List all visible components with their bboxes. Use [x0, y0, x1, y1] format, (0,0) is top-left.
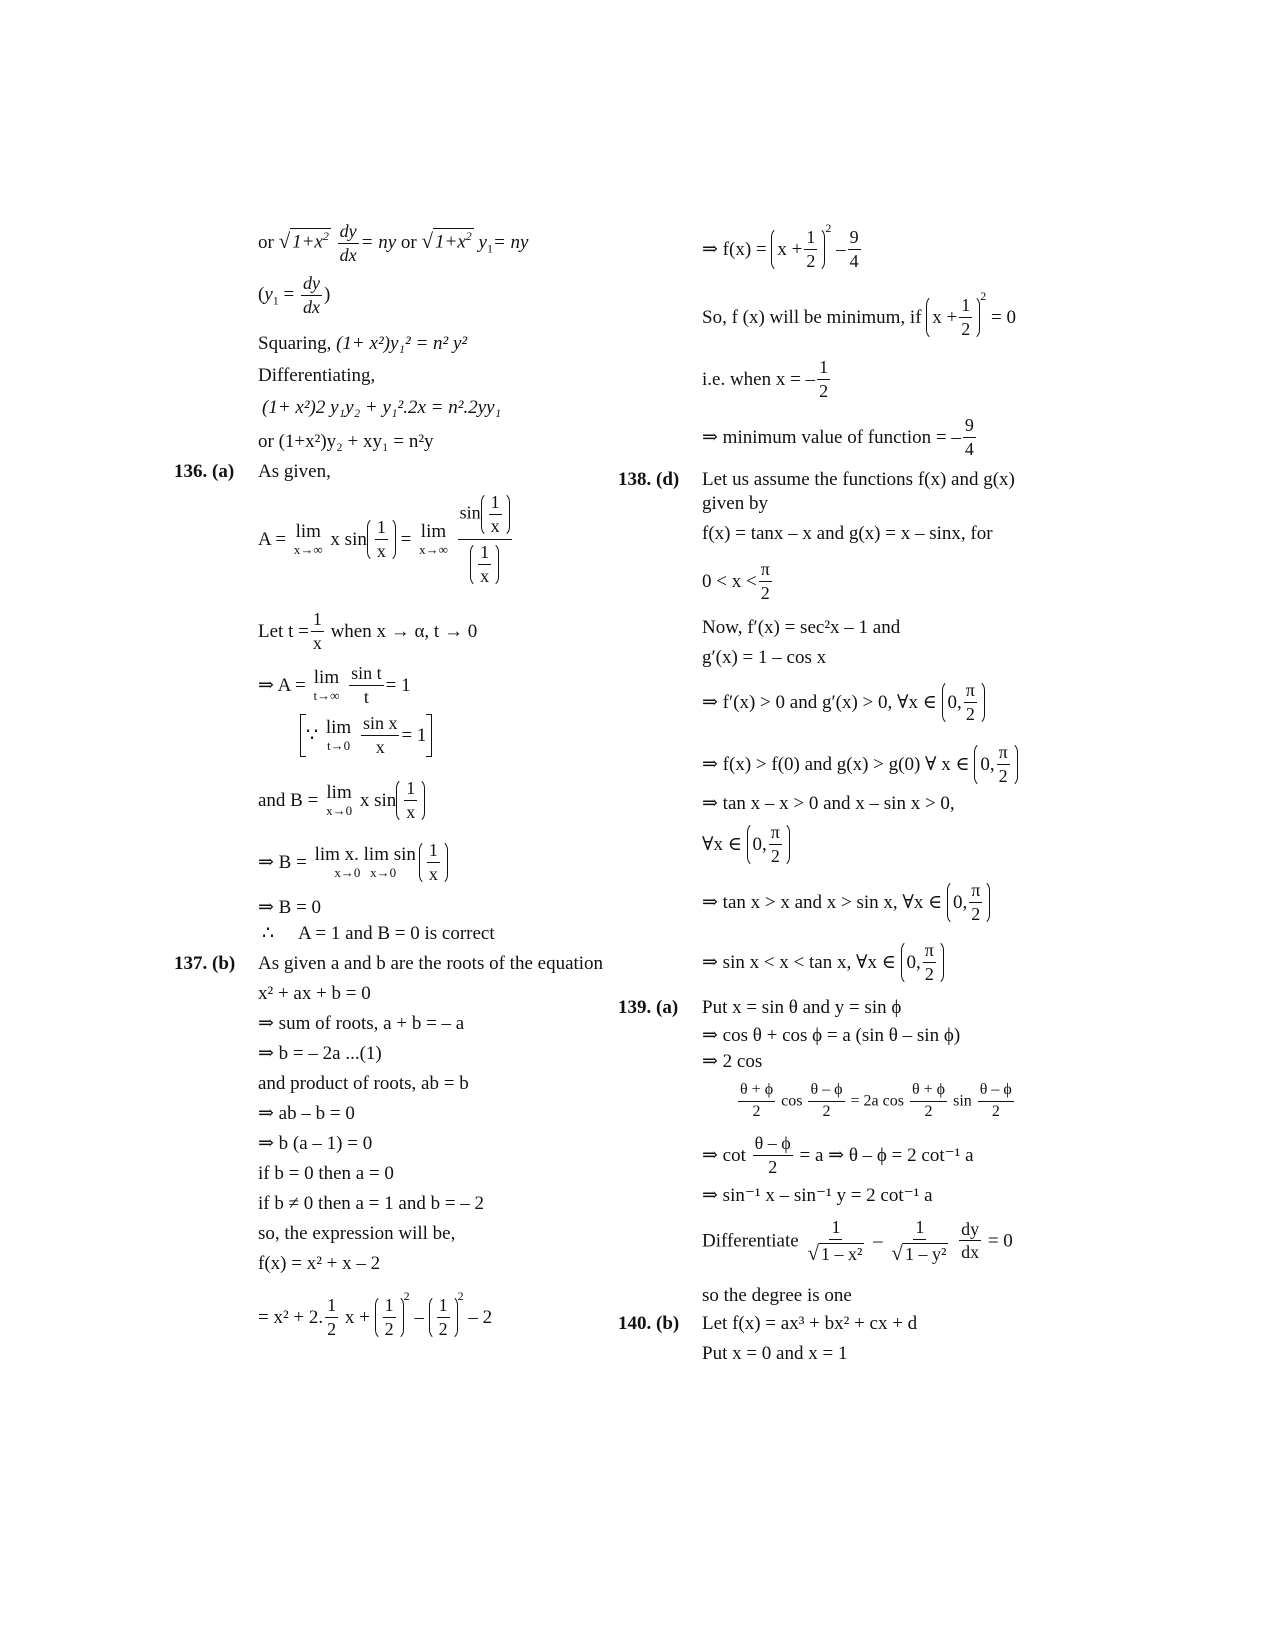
question-139-text: Put x = sin θ and y = sin ϕ — [702, 997, 902, 1018]
text: i.e. when x = – — [702, 368, 816, 390]
cos: cos — [781, 1092, 803, 1110]
square: 2 — [980, 289, 987, 303]
text: ∀x ∈ — [702, 833, 742, 855]
den: x — [490, 515, 500, 536]
frac-num: dy — [301, 274, 322, 296]
label: Squaring, — [258, 333, 332, 354]
x-plus: x + — [932, 307, 958, 329]
diff-equation: (1+ x²)2 y₁y₂ + y₁².2x = n².2yy₁ — [262, 397, 502, 418]
and-B: and B = — [258, 789, 319, 811]
frac-den: dx — [302, 296, 320, 317]
text-or-2: or — [400, 231, 417, 253]
question-138-text: Let us assume the functions f(x) and g(x) — [702, 469, 1015, 490]
num: 1 — [913, 1218, 926, 1240]
den: 2 — [806, 251, 816, 272]
result-line: or (1+x²)y₂ + xy₁ = n²y — [258, 431, 434, 452]
den: 2 — [991, 1102, 1000, 1120]
question-136-text: As given, — [258, 461, 331, 482]
forall-interval — [702, 822, 790, 867]
part-a: = x² + 2. — [258, 1307, 324, 1329]
cos-sum: ⇒ cos θ + cos ϕ = a (sin θ – sin ϕ) — [702, 1025, 961, 1046]
squaring-line — [258, 334, 467, 353]
frac-num: dy — [338, 222, 359, 244]
lim: lim — [295, 521, 321, 543]
den: 2 — [768, 1156, 778, 1177]
lim-sub: x→∞ — [293, 542, 323, 558]
num: θ + ϕ — [738, 1082, 775, 1102]
num: 1 — [383, 1296, 396, 1318]
text: ⇒ f(x) > f(0) and g(x) > g(0) ∀ x ∈ — [702, 753, 970, 775]
paren: ( — [258, 283, 265, 305]
num: 1 — [817, 358, 830, 380]
f-prime: Now, f′(x) = sec²x – 1 and — [702, 617, 901, 638]
when: when x → α, t → 0 — [330, 620, 478, 642]
den: x — [428, 863, 438, 884]
text: ⇒ minimum value of function = – — [702, 426, 961, 448]
text: ⇒ sin x < x < tan x, ∀x ∈ — [702, 951, 896, 973]
arrow-A: ⇒ A = — [258, 674, 306, 696]
let-t-line — [258, 610, 477, 653]
den: 2 — [760, 582, 770, 603]
lim: lim — [326, 782, 352, 804]
eq-line-2: ($y_1$ = $\frac{dy}{dx}$ ) — [258, 273, 331, 317]
den: x — [480, 565, 490, 586]
arrow-B: ⇒ B = — [258, 851, 307, 873]
lim-sub: x→0 — [326, 803, 353, 819]
step-5: ⇒ b (a – 1) = 0 — [258, 1133, 373, 1154]
equals: = — [400, 528, 412, 550]
question-136-number: 136. (a) — [174, 461, 235, 482]
num: π — [969, 881, 982, 903]
num: θ + ϕ — [910, 1082, 947, 1102]
derivatives-positive — [702, 680, 985, 725]
eq-2a-cos: = 2a cos — [850, 1092, 904, 1110]
put-x-line: Put x = 0 and x = 1 — [702, 1343, 848, 1364]
num: 1 — [325, 1296, 338, 1318]
fx: ⇒ f(x) = — [702, 239, 767, 261]
num: dy — [959, 1220, 981, 1242]
text: 0 < x < — [702, 570, 757, 592]
den: 4 — [849, 251, 859, 272]
frac-den: dx — [339, 244, 357, 265]
sum-to-product — [736, 1082, 1016, 1121]
num: 1 — [804, 228, 817, 250]
question-137-number: 137. (b) — [174, 953, 236, 974]
lim-sub-2: x→0 — [370, 865, 397, 881]
num: 1 — [311, 610, 324, 632]
num: θ – ϕ — [753, 1134, 793, 1156]
lim: lim — [313, 667, 340, 689]
step-4: ⇒ ab – b = 0 — [258, 1103, 355, 1124]
final-inequality — [702, 940, 944, 985]
num: 1 — [427, 841, 440, 863]
question-137-text: As given a and b are the roots of the equation — [258, 953, 604, 974]
differentiating-label: Differentiating, — [258, 365, 376, 386]
step-8: so, the expression will be, — [258, 1223, 456, 1244]
equals: = — [283, 283, 295, 305]
num: 9 — [963, 416, 976, 438]
xsin: x sin — [330, 528, 367, 550]
conclusion-136: A = 1 and B = 0 is correct — [298, 923, 495, 944]
text: Differentiate — [702, 1230, 799, 1252]
step-1: ⇒ sum of roots, a + b = – a — [258, 1013, 465, 1034]
eq-one: = 1 — [385, 674, 411, 696]
den: x — [312, 632, 322, 653]
den: 2 — [971, 903, 981, 924]
text: So, f (x) will be minimum, if — [702, 307, 922, 329]
two-cos: ⇒ 2 cos — [702, 1051, 763, 1072]
completing-square — [258, 1290, 492, 1340]
den: 2 — [961, 319, 971, 340]
y1: y — [478, 231, 487, 253]
cot-line — [702, 1134, 974, 1177]
when-x — [702, 358, 832, 401]
num: π — [923, 941, 936, 963]
text: ⇒ tan x > x and x > sin x, ∀x ∈ — [702, 891, 943, 913]
differentiate-line: Differentiate $\frac{1}{\text{√ 1 – x²}}$ – $\frac{1}{\text{√ 1 – y²}}$ $\frac{dy}{dx}$ = 0 — [702, 1217, 1013, 1265]
text: ⇒ f′(x) > 0 and g′(x) > 0, ∀x ∈ — [702, 691, 937, 713]
eq-one: = 1 — [401, 724, 427, 746]
num: π — [997, 743, 1010, 765]
minus: – — [873, 1230, 883, 1252]
math: (1+ x²)y₁² = n² y² — [336, 333, 468, 354]
num: 1 — [404, 779, 417, 801]
den: 2 — [327, 1319, 337, 1340]
sqrt-content-2: 1+x — [435, 231, 466, 253]
lim-sub: t→∞ — [313, 688, 340, 704]
limit-A-t-line — [258, 664, 411, 707]
square: 2 — [825, 221, 832, 235]
B-zero: ⇒ B = 0 — [258, 897, 322, 918]
therefore: ∴ — [262, 923, 275, 944]
den: 1 – x² — [821, 1243, 863, 1264]
den: 2 — [924, 963, 934, 984]
part-d: – 2 — [468, 1307, 493, 1329]
part-b: x + — [344, 1307, 370, 1329]
eq-line-1: or √ $1+x^2$ $\frac{dy}{dx}$ = ny or √ $1+x^2$ $y_1=$ ny — [258, 221, 529, 265]
den: 2 — [384, 1319, 394, 1340]
standard-limit-note — [300, 714, 432, 757]
den: 2 — [965, 703, 975, 724]
sin: sin — [459, 502, 481, 523]
question-138-number: 138. (d) — [618, 469, 680, 490]
zero: 0, — [952, 891, 968, 913]
increasing-functions — [702, 742, 1018, 787]
step-6: if b = 0 then a = 0 — [258, 1163, 394, 1184]
minimum-condition — [702, 290, 1016, 340]
x-plus: x + — [777, 239, 803, 261]
den: 1 – y² — [904, 1243, 947, 1264]
eq-zero: = 0 — [987, 1230, 1013, 1252]
question-140-text: Let f(x) = ax³ + bx² + cx + d — [702, 1313, 918, 1334]
num: π — [769, 823, 782, 845]
given-by: given by — [702, 493, 768, 514]
den: x — [376, 540, 386, 561]
limit-B-equation — [258, 778, 425, 823]
xsin: x sin — [359, 789, 397, 811]
functions-def: f(x) = tanx – x and g(x) = x – sinx, for — [702, 523, 993, 544]
because: ∵ — [306, 724, 319, 746]
den: 2 — [752, 1102, 761, 1120]
sin: sin — [953, 1092, 972, 1110]
lim-product: lim x. lim sin — [314, 844, 416, 866]
fx-completed-square — [702, 222, 863, 272]
den: 4 — [964, 438, 974, 459]
den: 2 — [438, 1319, 448, 1340]
lim-sub: x→∞ — [419, 542, 448, 558]
den: x — [375, 736, 385, 757]
zero: 0, — [980, 753, 995, 775]
den: 2 — [998, 765, 1008, 786]
den: 2 — [770, 845, 780, 866]
den: x — [406, 801, 416, 822]
num: 1 — [437, 1296, 450, 1318]
num: 1 — [489, 493, 502, 515]
question-140-number: 140. (b) — [618, 1313, 680, 1334]
eq-zero: = 0 — [991, 307, 1016, 329]
let-t: Let t = — [258, 620, 309, 642]
minus: – — [836, 239, 846, 261]
A-label: A = — [258, 528, 287, 550]
cot: ⇒ cot — [702, 1144, 746, 1166]
paren: ) — [323, 283, 331, 305]
lim: lim — [420, 521, 447, 543]
zero: 0, — [947, 691, 962, 713]
den: 2 — [819, 380, 829, 401]
y1: y — [264, 283, 273, 305]
zero: 0, — [906, 951, 921, 973]
den: t — [363, 686, 369, 707]
limit-A-equation — [258, 492, 514, 587]
den: 2 — [822, 1102, 831, 1120]
num: θ – ϕ — [978, 1082, 1014, 1102]
num: 1 — [829, 1218, 842, 1240]
num: 1 — [478, 543, 491, 565]
num: θ – ϕ — [808, 1082, 844, 1102]
num: π — [759, 560, 772, 582]
den: 2 — [924, 1102, 933, 1120]
lim-sub: t→0 — [326, 738, 351, 754]
num: 1 — [375, 518, 388, 540]
eq-ny-2: = ny — [492, 231, 529, 253]
num: sin t — [349, 664, 384, 686]
minimum-value — [702, 416, 978, 459]
tan-gt-x — [702, 880, 990, 925]
eq-ny: = ny — [360, 231, 397, 253]
num: 1 — [959, 296, 972, 318]
quadratic-equation: x² + ax + b = 0 — [258, 983, 371, 1004]
step-9: f(x) = x² + x – 2 — [258, 1253, 381, 1274]
lim: lim — [325, 717, 352, 739]
lim-sub: x→0 — [334, 865, 361, 881]
step-7: if b ≠ 0 then a = 1 and b = – 2 — [258, 1193, 485, 1214]
num: sin x — [361, 714, 400, 736]
zero: 0, — [752, 833, 767, 855]
num: π — [964, 681, 977, 703]
domain-line — [702, 560, 774, 603]
g-prime: g′(x) = 1 – cos x — [702, 647, 827, 668]
question-139-number: 139. (a) — [618, 997, 679, 1018]
inequality-line: ⇒ tan x – x > 0 and x – sin x > 0, — [702, 793, 955, 814]
text-or: or — [258, 231, 274, 253]
inverse-sin-line: ⇒ sin⁻¹ x – sin⁻¹ y = 2 cot⁻¹ a — [702, 1185, 933, 1206]
result: = a ⇒ θ – ϕ = 2 cot⁻¹ a — [799, 1144, 974, 1166]
step-2: ⇒ b = – 2a ...(1) — [258, 1043, 382, 1064]
num: 9 — [848, 228, 861, 250]
square: 2 — [457, 1289, 464, 1303]
limit-B-split — [258, 840, 448, 885]
square: 2 — [403, 1289, 410, 1303]
minus: – — [414, 1307, 424, 1329]
degree-line: so the degree is one — [702, 1285, 852, 1306]
den: dx — [961, 1242, 980, 1263]
step-3: and product of roots, ab = b — [258, 1073, 469, 1094]
sqrt-content: 1+x — [292, 231, 323, 253]
